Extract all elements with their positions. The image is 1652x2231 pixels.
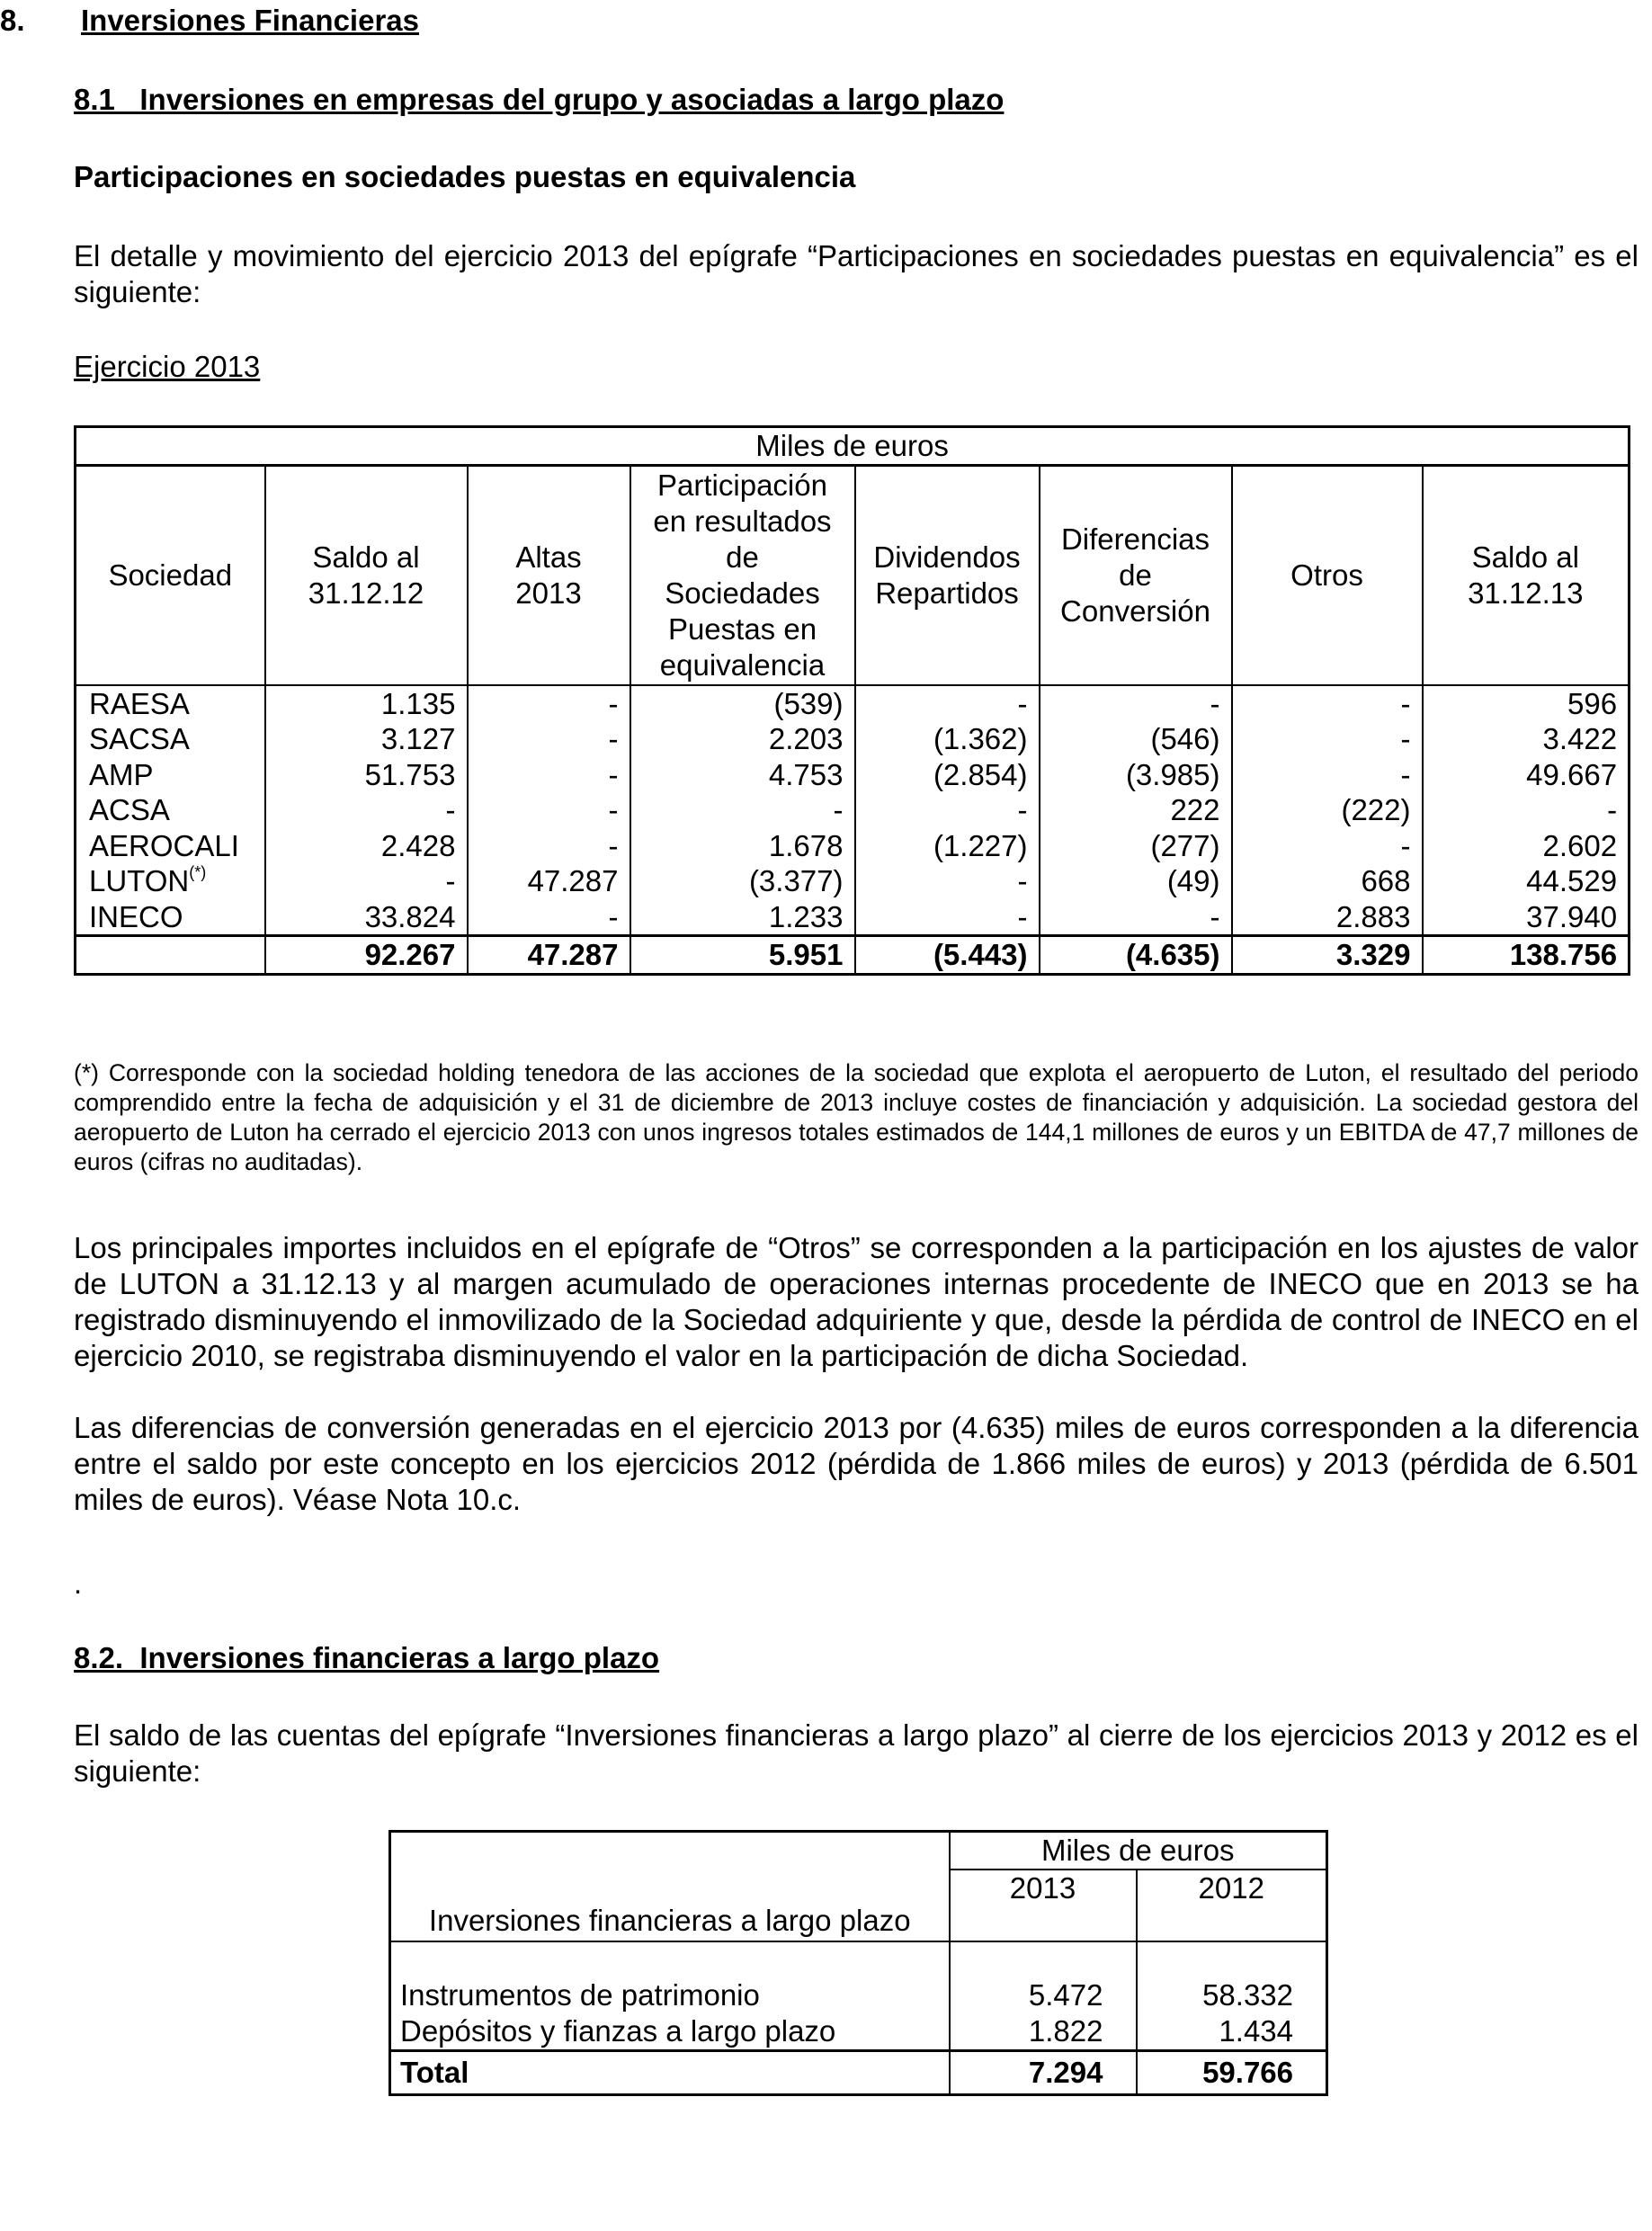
table-cell: - <box>468 828 630 864</box>
table-cell: - <box>1232 757 1423 793</box>
table-cell: - <box>1232 721 1423 757</box>
table-cell: 596 <box>1423 685 1630 722</box>
table-row <box>76 828 1630 864</box>
table-cell: (49) <box>1040 863 1232 899</box>
paragraph-diferencias: Las diferencias de conversión generadas en el ejercicio 2013 por (4.635) miles de euros corresponden a la diferencia entre el saldo por este concepto en los ejercicios 2012 (pérdida de 1.866 miles de euros) y 2013 (pérdida de 6.501 miles de euros). Véase Nota 10.c. <box>74 1411 1639 1516</box>
intro-8-2: El saldo de las cuentas del epígrafe “Inversiones financieras a largo plazo” al cierre de los ejercicios 2013 y 2012 es el siguiente: <box>74 1718 1639 1788</box>
t2-cell: 58.332 <box>1137 1977 1327 2013</box>
col-altas: Altas 2013 <box>468 466 630 685</box>
col-saldo-13: Saldo al 31.12.13 <box>1423 466 1630 685</box>
table-cell: 51.753 <box>265 757 468 793</box>
total-cell: (4.635) <box>1040 936 1232 975</box>
table-cell: 2.883 <box>1232 899 1423 936</box>
table-cell: (277) <box>1040 828 1232 864</box>
section-title: Inversiones Financieras <box>81 4 420 37</box>
table-cell: - <box>1232 685 1423 722</box>
table-cell: 668 <box>1232 863 1423 899</box>
col-saldo-12: Saldo al 31.12.12 <box>265 466 468 685</box>
table-cell: 1.135 <box>265 685 468 722</box>
table-row <box>76 721 1630 757</box>
table-cell: - <box>1040 685 1232 722</box>
table-row <box>76 899 1630 936</box>
table-unit-header: Miles de euros <box>76 427 1630 466</box>
t2-cell: 1.434 <box>1137 2013 1327 2051</box>
stray-dot: . <box>74 1566 83 1600</box>
t2-col-2013: 2013 <box>950 1870 1137 1941</box>
total-cell: 47.287 <box>468 936 630 975</box>
subheading: Participaciones en sociedades puestas en equivalencia <box>74 160 856 193</box>
row-company-name: AMP <box>89 757 154 791</box>
t2-total-row <box>390 2051 1327 2095</box>
col-diferencias: Diferencias de Conversión <box>1040 466 1232 685</box>
paragraph-otros: Los principales importes incluidos en el epígrafe de “Otros” se corresponden a la participación en los ajustes de valor de LUTON a 31.12.13 y al margen acumulado de operaciones internas procedente de INECO que en 2013 se ha registrado disminuyendo el inmovilizado de la Sociedad adquiriente y que, desde la pérdida de control de INECO en el ejercicio 2010, se registraba disminuyendo el valor en la participación de dicha Sociedad. <box>74 1231 1639 1372</box>
total-cell: (5.443) <box>855 936 1040 975</box>
table-cell: 49.667 <box>1423 757 1630 793</box>
table-cell: - <box>468 792 630 828</box>
col-dividendos: Dividendos Repartidos <box>855 466 1040 685</box>
table-cell: - <box>468 757 630 793</box>
row-company-name: ACSA <box>89 793 170 826</box>
total-cell: 5.951 <box>630 936 855 975</box>
table-cell: (3.377) <box>630 863 855 899</box>
table-cell: (546) <box>1040 721 1232 757</box>
row-company-name: INECO <box>89 899 183 933</box>
table-cell: (1.362) <box>855 721 1040 757</box>
table-cell: 37.940 <box>1423 899 1630 936</box>
financial-investments-table <box>388 1830 1328 2096</box>
table-row <box>390 1977 1327 2013</box>
intro-paragraph: El detalle y movimiento del ejercicio 2013 del epígrafe “Participaciones en sociedades puestas en equivalencia” es el siguiente: <box>74 239 1639 308</box>
equivalence-table <box>74 425 1630 976</box>
table-cell: - <box>468 721 630 757</box>
total-cell: 3.329 <box>1232 936 1423 975</box>
table-cell: (2.854) <box>855 757 1040 793</box>
row-company-name: RAESA <box>89 686 190 720</box>
table-cell: 1.678 <box>630 828 855 864</box>
subsection-title-8-2: 8.2. Inversiones financieras a largo plazo <box>74 1641 660 1674</box>
table-row <box>76 757 1630 793</box>
table-cell: - <box>468 685 630 722</box>
table-cell: - <box>1232 828 1423 864</box>
row-company-name: SACSA <box>89 722 190 755</box>
table-cell: 2.428 <box>265 828 468 864</box>
t2-total-cell: 7.294 <box>950 2051 1137 2095</box>
t2-total-cell: 59.766 <box>1137 2051 1327 2095</box>
table-cell: 47.287 <box>468 863 630 899</box>
t2-cell: 1.822 <box>950 2013 1137 2051</box>
table-cell: (222) <box>1232 792 1423 828</box>
table-cell: 33.824 <box>265 899 468 936</box>
table-row <box>390 2013 1327 2051</box>
table-cell: 3.422 <box>1423 721 1630 757</box>
t2-total-label: Total <box>390 2051 950 2095</box>
section-number: 8. <box>0 4 25 37</box>
t2-row-label: Depósitos y fianzas a largo plazo <box>400 2014 836 2048</box>
table-cell: 4.753 <box>630 757 855 793</box>
row-company-name: AEROCALI <box>89 828 239 862</box>
t2-unit-header: Miles de euros <box>950 1832 1327 1870</box>
table-cell: (1.227) <box>855 828 1040 864</box>
t2-cell: 5.472 <box>950 1977 1137 2013</box>
col-sociedad: Sociedad <box>76 466 265 685</box>
total-label-cell <box>76 936 265 975</box>
total-cell: 92.267 <box>265 936 468 975</box>
t2-row-label: Instrumentos de patrimonio <box>400 1978 760 2012</box>
table-cell: 3.127 <box>265 721 468 757</box>
table-row <box>76 685 1630 722</box>
table-cell: - <box>265 863 468 899</box>
table-cell: 2.203 <box>630 721 855 757</box>
table-cell: - <box>855 685 1040 722</box>
table-cell: (3.985) <box>1040 757 1232 793</box>
table-cell: (539) <box>630 685 855 722</box>
table-row <box>76 792 1630 828</box>
row-company-name: LUTON(*) <box>89 863 207 897</box>
table-cell: - <box>855 899 1040 936</box>
table-cell: - <box>855 792 1040 828</box>
table-cell: - <box>468 899 630 936</box>
col-participacion: Participación en resultados de Sociedades Puestas en equivalencia <box>630 466 855 685</box>
footnote: (*) Corresponde con la sociedad holding tenedora de las acciones de la sociedad que explota el aeropuerto de Luton, el resultado del periodo comprendido entre la fecha de adquisición y el 31 de diciembre de 2013 incluye costes de financiación y adquisición. La sociedad gestora del aeropuerto de Luton ha cerrado el ejercicio 2013 con unos ingresos totales estimados de 144,1 millones de euros y un EBITDA de 47,7 millones de euros (cifras no auditadas). <box>74 1059 1639 1175</box>
col-otros: Otros <box>1232 466 1423 685</box>
table-total-row <box>76 936 1630 975</box>
table-row <box>76 863 1630 899</box>
total-cell: 138.756 <box>1423 936 1630 975</box>
table-cell: 2.602 <box>1423 828 1630 864</box>
table-cell: 1.233 <box>630 899 855 936</box>
ejercicio-label: Ejercicio 2013 <box>74 350 261 383</box>
table-cell: - <box>265 792 468 828</box>
t2-label-header: Inversiones financieras a largo plazo <box>390 1832 950 1942</box>
table-cell: - <box>1423 792 1630 828</box>
t2-col-2012: 2012 <box>1137 1870 1327 1941</box>
table-cell: 222 <box>1040 792 1232 828</box>
subsection-title-8-1: 8.1 Inversiones en empresas del grupo y asociadas a largo plazo <box>74 83 1005 116</box>
table-cell: 44.529 <box>1423 863 1630 899</box>
table-cell: - <box>630 792 855 828</box>
table-cell: - <box>855 863 1040 899</box>
table-cell: - <box>1040 899 1232 936</box>
